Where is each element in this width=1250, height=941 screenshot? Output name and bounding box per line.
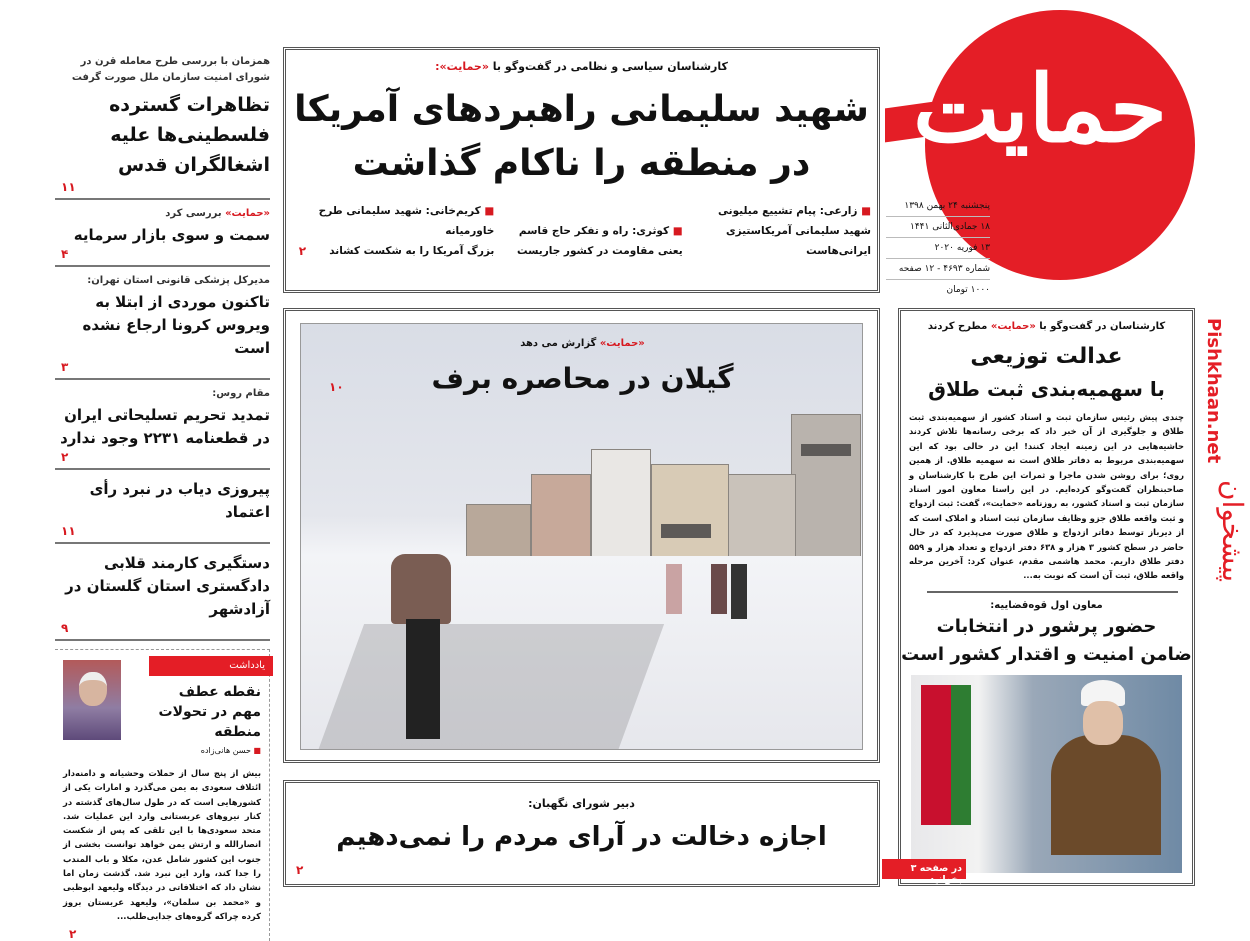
left-item-arrest[interactable] bbox=[55, 544, 270, 641]
price: ۱۰۰۰ تومان bbox=[946, 285, 990, 295]
headline: تظاهرات گسترده فلسطینی‌ها علیه اشغالگران قدس bbox=[109, 94, 270, 176]
kicker: کارشناسان در گفت‌وگو با bbox=[1039, 321, 1166, 332]
headline-line-1: عدالت توزیعی bbox=[970, 344, 1123, 369]
photo-headline: گیلان در محاصره برف bbox=[431, 362, 734, 395]
page-number: ۲ bbox=[61, 450, 69, 464]
page-number: ۴ bbox=[61, 247, 69, 261]
headline: اجازه دخالت در آرای مردم را نمی‌دهیم bbox=[336, 822, 827, 852]
editorial-author: حسن هانی‌زاده bbox=[200, 746, 251, 755]
headline: تاکنون موردی از ابتلا به ویروس کرونا ارجاع نشده است bbox=[82, 293, 270, 357]
kicker: دبیر شورای نگهبان: bbox=[528, 797, 635, 810]
page-number: ۹ bbox=[61, 621, 69, 635]
page-number: ۱۰ bbox=[329, 380, 344, 394]
article-body: چندی پیش رئیس سازمان ثبت و اسناد کشور از سهمیه‌بندی ثبت طلاق و جلوگیری از آن خبر داد که برخی رسانه‌ها تلاش کردند حاشیه‌هایی در این زمینه ایجاد کنند! این در حالی بود که این سهمیه‌بندی مربوط به دفاتر طلاق است نه سهمیه طلاق. از همین روی؛ برای روشن شدن ماجرا و ثمرات این طرح با کارشناسان و صاحبنظران گفت‌وگو کرده‌ایم. در این راستا معاون امور اسناد سازمان ثبت و اسناد کشور، به روزنامه «حمایت»، گفت: ثبت ازدواج و ثبت واقعه طلاق جزو وظایف سازمان ثبت اسناد و املاک است که از دیرباز توسط دفاتر ازدواج و طلاق صورت می‌پذیرد که در حال حاضر در سطح کشور ۳ هزار و ۶۳۸ دفتر ازدواج و تعداد هزار و ۵۵۹ دفتر طلاق داریم. محمد هاشمی مقدم، عنوان کرد: آخرین مرحله واقعه طلاق، ثبت آن است که نوبت به... bbox=[909, 412, 1184, 581]
kicker: مقام روس: bbox=[212, 388, 270, 399]
snow-photo bbox=[300, 323, 863, 750]
logo-text: حمایت bbox=[912, 55, 1168, 163]
date-persian: پنجشنبه ۲۴ بهمن ۱۳۹۸ bbox=[886, 196, 990, 217]
issue-number: شماره ۴۶۹۳ - ۱۲ صفحه bbox=[886, 259, 990, 280]
kicker-brand: «حمایت» bbox=[990, 321, 1036, 332]
headline-line-1: شهید سلیمانی راهبردهای آمریکا bbox=[294, 89, 869, 130]
kicker-brand: «حمایت» bbox=[225, 208, 270, 219]
date-gregorian: ۱۳ فوریه ۲۰۲۰ bbox=[886, 238, 990, 259]
editorial-body: بیش از پنج سال از حملات وحشیانه و دامنه‌دار ائتلاف سعودی به یمن می‌گذرد و امارات یکی از کشورهایی است که در طول سال‌های گذشته در کنار نیروهای عربستانی وارد این عملیات شد. متحد سعودی‌ها با این تلقی که پس از شکست انصارالله و ارتش یمن خواهد توانست بخشی از جنوب این کشور شامل عدن، مکلا و باب المندب را جدا کند، وارد این نبرد شد. گذشت زمان اما نشان داد که اختلافاتی در دیدگاه ولیعهد ابوظبی و «محمد بن سلمان»، ولیعهد عربستان بروز کرده چراکه گروه‌های جدایی‌طلب... bbox=[63, 768, 261, 921]
bullet-3: ■ کریم‌خانی: شهید سلیمانی طرح خاورمیانه بزرگ آمریکا را به شکست کشاند bbox=[318, 205, 495, 257]
page-number: ۱۱ bbox=[61, 524, 76, 538]
editorial-label: یادداشت bbox=[149, 656, 273, 676]
kicker: کارشناسان سیاسی و نظامی در گفت‌وگو با bbox=[492, 60, 728, 73]
editorial[interactable]: یادداشت نقطه عطف مهم در تحولات منطقه ■ حسن هانی‌زاده بیش از پنج سال از حملات وحشیانه و دامنه‌دار ائتلاف سعودی به یمن می‌گذرد و امارات یکی از کشورهایی است که در طول سال‌های گذشته در کنار نیروهای عربستانی وارد این عملیات شد. متحد سعودی‌ها با این تلقی که پس از شکست انصارالله و ارتش یمن خواهد توانست بخشی از جنوب این کشور شامل عدن، مکلا و باب المندب را جدا کند، وارد این نبرد شد. گذشت زمان اما نشان داد که اختلافاتی در دیدگاه ولیعهد ابوظبی و «محمد بن سلمان»، ولیعهد عربستان بروز کرده چراکه گروه‌های جدایی‌طلب... ۲ bbox=[55, 649, 270, 941]
page-number: ۲ bbox=[296, 863, 304, 877]
headline: دستگیری کارمند قلابی دادگستری استان گلستان در آزادشهر bbox=[65, 554, 270, 618]
kicker-end: مطرح کردند bbox=[927, 321, 988, 332]
page-number: ۲ bbox=[69, 927, 77, 941]
page-number: ۳ bbox=[61, 360, 69, 374]
headline: پیروزی دیاب در نبرد رأی اعتماد bbox=[89, 480, 270, 521]
author-photo bbox=[63, 660, 121, 740]
date-hijri: ۱۸ جمادی‌الثانی ۱۴۴۱ bbox=[886, 217, 990, 238]
left-column bbox=[55, 48, 270, 941]
headline-line-2: با سهمیه‌بندی ثبت طلاق bbox=[928, 377, 1165, 401]
headline: سمت و سوی بازار سرمایه bbox=[73, 226, 270, 244]
left-item-sanctions[interactable] bbox=[55, 380, 270, 470]
second-kicker: معاون اول قوه‌قضاییه: bbox=[990, 599, 1103, 611]
kicker-brand: «حمایت» bbox=[599, 338, 645, 349]
kicker-brand: «حمایت»: bbox=[435, 60, 489, 73]
top-story[interactable] bbox=[283, 47, 880, 293]
right-story[interactable] bbox=[898, 308, 1195, 886]
watermark-logo-fa: پیشخوان bbox=[1216, 480, 1249, 583]
watermark-logo-en: Pishkhaan.net bbox=[1203, 318, 1224, 464]
left-item-market[interactable] bbox=[55, 200, 270, 267]
kicker: مدیرکل پزشکی قانونی استان تهران: bbox=[87, 275, 270, 286]
cleric-photo bbox=[911, 675, 1182, 873]
headline-line-2: در منطقه را ناکام گذاشت bbox=[352, 143, 811, 184]
page-number: ۲ bbox=[298, 244, 307, 258]
kicker: همزمان با بررسی طرح معامله قرن در شورای امنیت سازمان ملل صورت گرفت bbox=[71, 56, 270, 83]
editorial-headline: نقطه عطف مهم در تحولات منطقه bbox=[158, 684, 261, 740]
date-info bbox=[886, 196, 990, 300]
second-headline-1: حضور پرشور در انتخابات bbox=[936, 615, 1157, 637]
photo-story[interactable] bbox=[283, 308, 880, 763]
kicker: بررسی کرد bbox=[165, 208, 222, 219]
left-item-corona[interactable] bbox=[55, 267, 270, 380]
bullet-1: ■ زارعی: پیام تشییع میلیونی شهید سلیمانی آمریکاستیزی ایرانی‌هاست bbox=[718, 205, 871, 257]
second-headline-2: ضامن امنیت و اقتدار کشور است bbox=[901, 643, 1192, 665]
left-item-diab[interactable] bbox=[55, 470, 270, 544]
bullet-2: ■ کوثری: راه و تفکر حاج قاسم یعنی مقاومت در کشور جاریست bbox=[516, 225, 683, 257]
left-item-palestine[interactable] bbox=[55, 48, 270, 200]
page-number: ۱۱ bbox=[61, 180, 76, 194]
headline: تمدید تحریم تسلیحاتی ایران در قطعنامه ۲۲۳۱ وجود ندارد bbox=[60, 406, 270, 447]
kicker: گزارش می دهد bbox=[520, 338, 597, 349]
bottom-story[interactable] bbox=[283, 780, 880, 887]
read-more-label[interactable]: در صفحه ۳ بخوانید bbox=[882, 859, 966, 879]
